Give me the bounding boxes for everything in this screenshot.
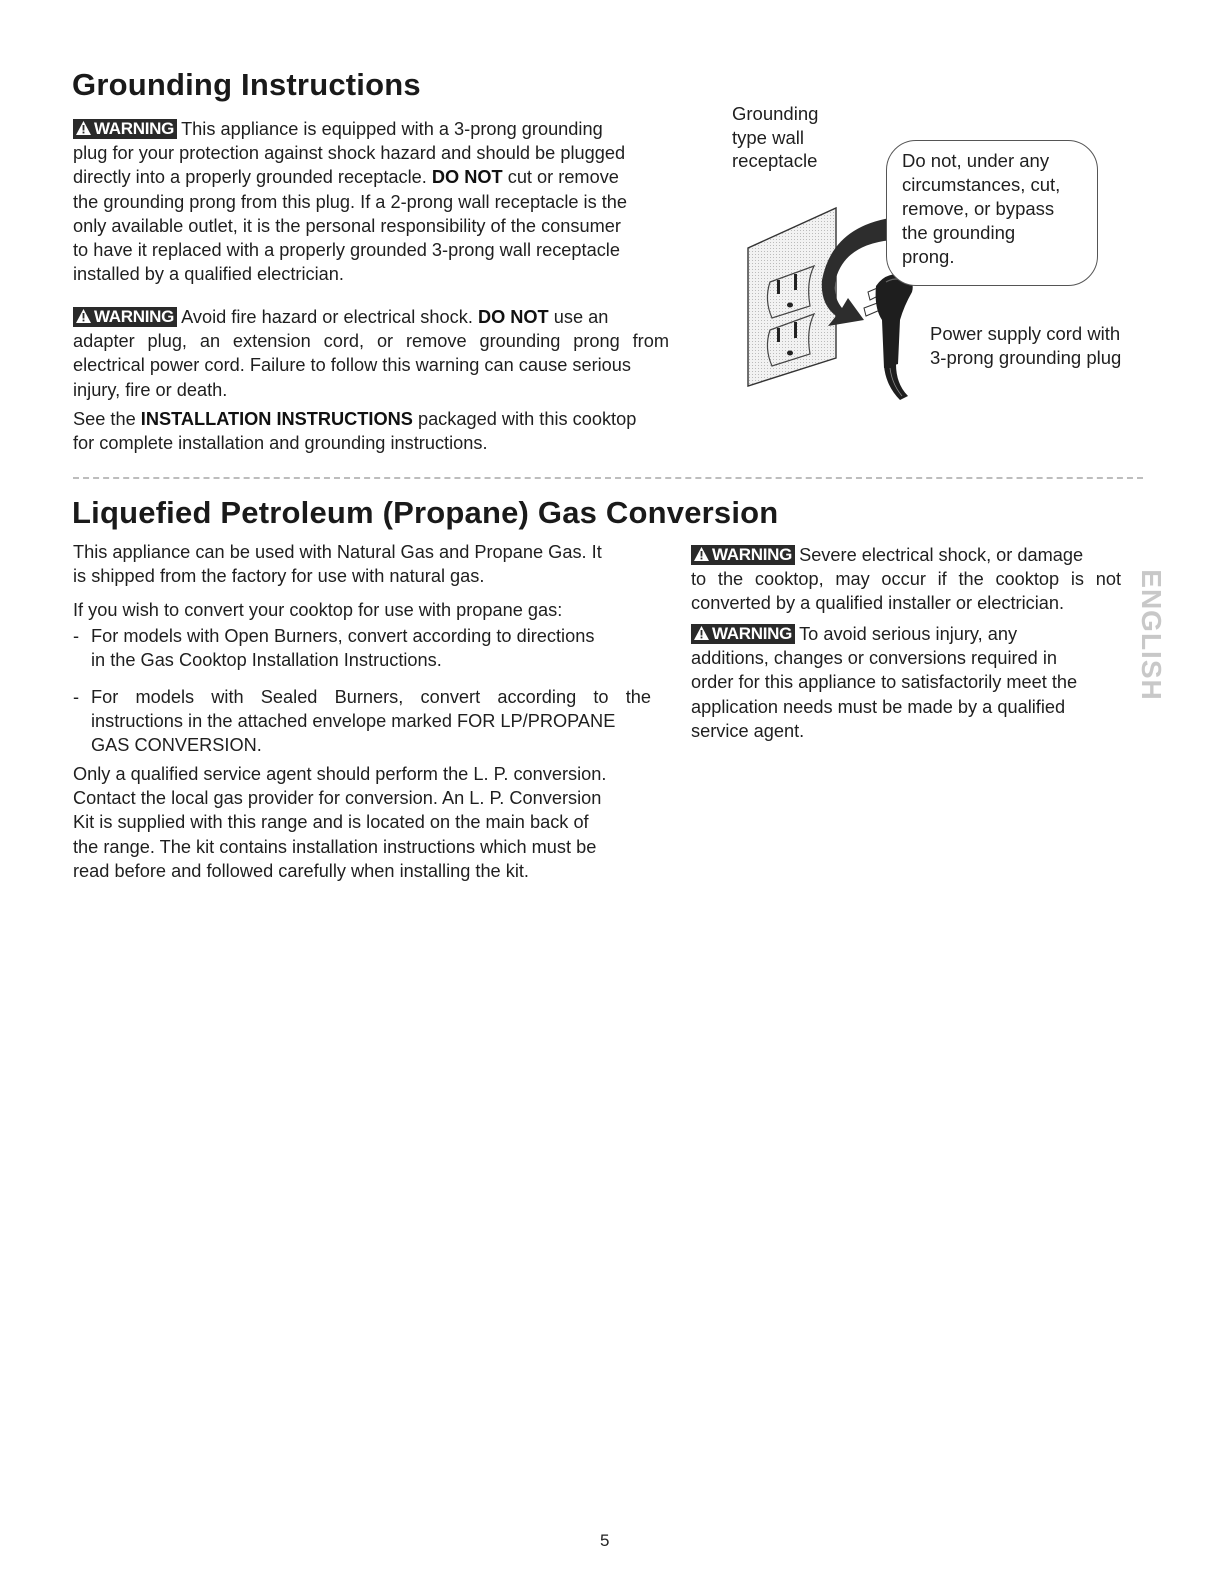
warning-triangle-icon <box>693 625 710 641</box>
callout-bubble: Do not, under any circumstances, cut, remove, or bypass the grounding prong. <box>886 140 1098 286</box>
warning-badge: WARNING <box>73 119 177 139</box>
lp-intro: This appliance can be used with Natural Gas and Propane Gas. It is shipped from the factory for use with natural gas. <box>73 542 602 587</box>
warning-triangle-icon <box>75 308 92 324</box>
warning-triangle-icon <box>75 120 92 136</box>
lp-bullet-open-burners: - For models with Open Burners, convert according to directions in the Gas Cooktop Installation Instructions. <box>73 626 595 671</box>
warning-badge: WARNING <box>73 307 177 327</box>
lp-bullet-sealed-burners: - For models with Sealed Burners, convert according to the instructions in the attached envelope marked FOR LP/PROPANE GAS CONVERSION. <box>73 687 651 756</box>
warning-triangle-icon <box>693 546 710 562</box>
section-divider <box>73 477 1143 479</box>
section-title-grounding: Grounding Instructions <box>72 67 421 102</box>
grounding-warning-1: WARNING This appliance is equipped with a 3-prong grounding plug for your protection against shock hazard and should be plugged directly into a properly grounded receptacle. DO NOT cut or remove the grounding prong from this plug. If a 2-prong wall receptacle is the only available outlet, it is the personal responsibility of the consumer to have it replaced with a properly grounded 3-prong wall receptacle installed by a qualified electrician. <box>73 119 628 285</box>
cord-label: Power supply cord with 3-prong grounding plug <box>930 323 1122 368</box>
lp-warning-1: WARNING Severe electrical shock, or damage to the cooktop, may occur if the cooktop is not converted by a qualified installer or electrician. <box>691 545 1121 614</box>
warning-badge: WARNING <box>691 624 795 644</box>
plug-icon <box>864 274 913 400</box>
section-title-lp-conversion: Liquefied Petroleum (Propane) Gas Conversion <box>72 495 779 530</box>
receptacle-label: Grounding type wall receptacle <box>732 103 819 171</box>
lp-convert-prompt: If you wish to convert your cooktop for use with propane gas: <box>73 600 563 620</box>
language-tab: ENGLISH <box>1136 569 1167 701</box>
grounding-warning-2: WARNING Avoid fire hazard or electrical shock. DO NOT use an adapter plug, an extension cord, or remove grounding prong from electrical power cord. Failure to follow this warning can cause serious injury, fire or death. <box>73 307 669 400</box>
page-number: 5 <box>600 1531 610 1550</box>
warning-badge: WARNING <box>691 545 795 565</box>
lp-warning-2: WARNING To avoid serious injury, any additions, changes or conversions required in order for this appliance to satisfactorily meet the application needs must be made by a qualified service agent. <box>691 624 1078 741</box>
see-installation-instructions: See the INSTALLATION INSTRUCTIONS packaged with this cooktop for complete installation and grounding instructions. <box>73 409 637 454</box>
lp-closing: Only a qualified service agent should perform the L. P. conversion. Contact the local gas provider for conversion. An L. P. Conversion Kit is supplied with this range and is located on the main back of the range. The kit contains installation instructions which must be read before and followed carefully when installing the kit. <box>73 764 607 881</box>
